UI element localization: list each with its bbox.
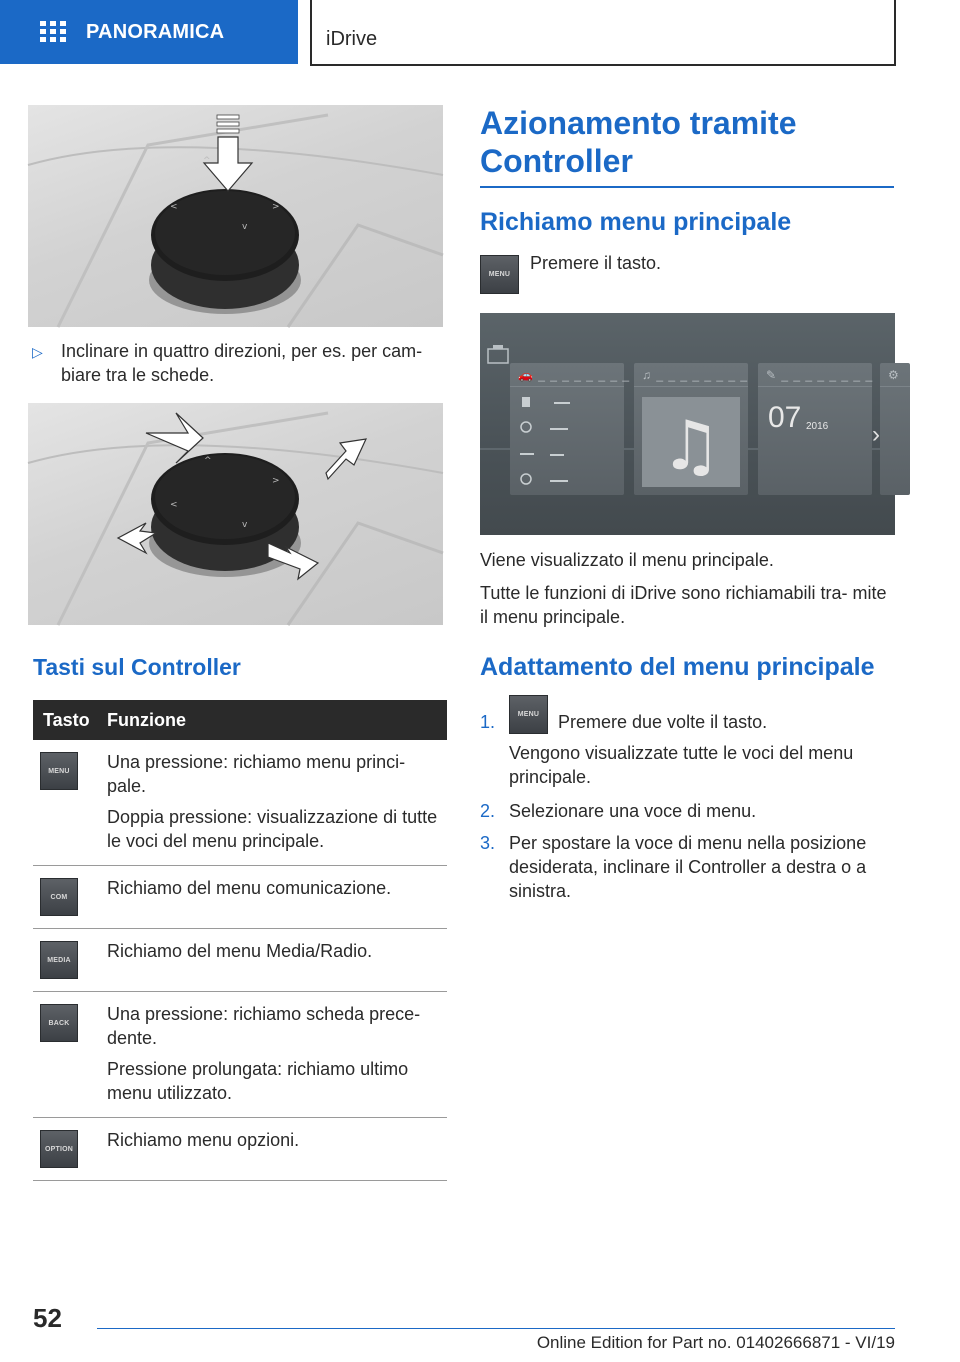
- menu-tile-media[interactable]: [634, 363, 748, 495]
- overview-nav-label: PANORAMICA: [86, 20, 225, 43]
- row-text: Pressione prolungata: richiamo ultimo menu utilizzato.: [107, 1059, 409, 1103]
- row-text: Una pressione: richiamo scheda prece‐ dente.: [107, 1004, 421, 1048]
- idrive-functions-text: Tutte le funzioni di iDrive sono richiamabili tra‐ mite il menu principale.: [480, 583, 887, 627]
- menu-tile-communication[interactable]: [758, 363, 872, 495]
- media-key-icon[interactable]: MEDIA: [40, 941, 78, 979]
- chevron-right-icon[interactable]: ›: [872, 421, 880, 448]
- controller-buttons-table: [33, 700, 447, 1181]
- step-number: 3.: [480, 833, 496, 853]
- svg-text:>: >: [272, 476, 280, 486]
- grid-menu-icon: [40, 21, 66, 43]
- triangle-bullet-icon: ▷: [32, 344, 43, 360]
- calendar-day: 07: [768, 401, 802, 434]
- table-row-media: [33, 929, 447, 992]
- section-tab-label: iDrive: [326, 28, 378, 50]
- step-2: [480, 799, 894, 823]
- controller-tilt-photo: [28, 403, 443, 625]
- step-number: 1.: [480, 712, 496, 732]
- edition-text: Online Edition for Part no. 01402666871 - VI/19: [536, 1333, 895, 1352]
- svg-text:>: >: [272, 202, 280, 212]
- vehicle-info-icons: [510, 387, 624, 495]
- step-1: [480, 710, 894, 789]
- row-text: Doppia pressione: visualizzazione di tutte le voci del menu principale.: [107, 807, 438, 851]
- tilt-instruction-text: Inclinare in quattro direzioni, per es. per cam‐ biare tra le schede.: [61, 341, 423, 385]
- menu-key-icon[interactable]: MENU: [509, 695, 548, 734]
- step-text: Premere due volte il tasto.: [558, 712, 768, 732]
- com-key-icon[interactable]: COM: [40, 878, 78, 916]
- controller-tilt-illustration: [28, 403, 443, 625]
- row-text: Richiamo del menu Media/Radio.: [107, 941, 373, 961]
- table-row-menu: [33, 740, 447, 866]
- calendar-year: 2016: [806, 421, 829, 432]
- table-row-option: [33, 1118, 447, 1181]
- svg-text:v: v: [242, 520, 248, 530]
- table-row-back: [33, 992, 447, 1118]
- controller-buttons-heading: Tasti sul Controller: [33, 654, 241, 680]
- row-text: Richiamo del menu comunicazione.: [107, 878, 392, 898]
- step-subtext: Vengono visualizzate tutte le voci del menu principale.: [509, 743, 854, 787]
- step-text: Selezionare una voce di menu.: [509, 801, 757, 821]
- svg-text:^: ^: [204, 456, 212, 466]
- row-text: Una pressione: richiamo menu princi‐ pale.: [107, 752, 406, 796]
- main-menu-shown-text: Viene visualizzato il menu principale.: [480, 550, 774, 570]
- tile-header: ✎ _ _ _ _ _ _ _ _: [758, 363, 872, 387]
- music-note-icon: [634, 387, 748, 495]
- col-header-key: Tasto: [43, 709, 90, 730]
- press-key-text: Premere il tasto.: [530, 253, 662, 273]
- tilt-instruction-item: [32, 339, 444, 387]
- row-text: Richiamo menu opzioni.: [107, 1130, 300, 1150]
- menu-tile-partial[interactable]: [880, 363, 910, 495]
- tile-header: ♫ _ _ _ _ _ _ _ _: [634, 363, 748, 387]
- idrive-main-menu-screenshot: [480, 313, 900, 535]
- col-header-function: Funzione: [107, 709, 186, 730]
- option-key-icon[interactable]: OPTION: [40, 1130, 78, 1168]
- svg-text:v: v: [242, 222, 248, 232]
- adapt-menu-heading: Adattamento del menu principale: [480, 653, 875, 681]
- step-number: 2.: [480, 801, 496, 821]
- table-header: [33, 700, 447, 740]
- controller-press-illustration: [28, 105, 443, 327]
- edition-footer: [97, 1328, 895, 1353]
- page-title: Azionamento tramite Controller: [480, 104, 894, 188]
- svg-text:<: <: [170, 202, 178, 212]
- main-menu-heading: Richiamo menu principale: [480, 208, 792, 236]
- section-tab-idrive[interactable]: [310, 0, 896, 66]
- menu-key-icon[interactable]: MENU: [40, 752, 78, 790]
- menu-tile-car[interactable]: [510, 363, 631, 495]
- step-3: [480, 831, 894, 903]
- tile-header: 🚗 _ _ _ _ _ _ _ _: [510, 363, 624, 387]
- step-text: Per spostare la voce di menu nella posizione desiderata, inclinare il Controller a destra o a sinistra.: [509, 833, 867, 901]
- page-number: 52: [33, 1303, 62, 1333]
- svg-text:♫: ♫: [660, 407, 722, 486]
- controller-press-photo: [28, 105, 443, 327]
- menu-key-icon[interactable]: MENU: [480, 255, 519, 294]
- svg-text:^: ^: [203, 156, 211, 166]
- svg-text:<: <: [170, 500, 178, 510]
- tile-header: ⚙: [880, 363, 910, 387]
- table-row-com: [33, 866, 447, 929]
- back-key-icon[interactable]: BACK: [40, 1004, 78, 1042]
- overview-nav-button[interactable]: [0, 0, 298, 64]
